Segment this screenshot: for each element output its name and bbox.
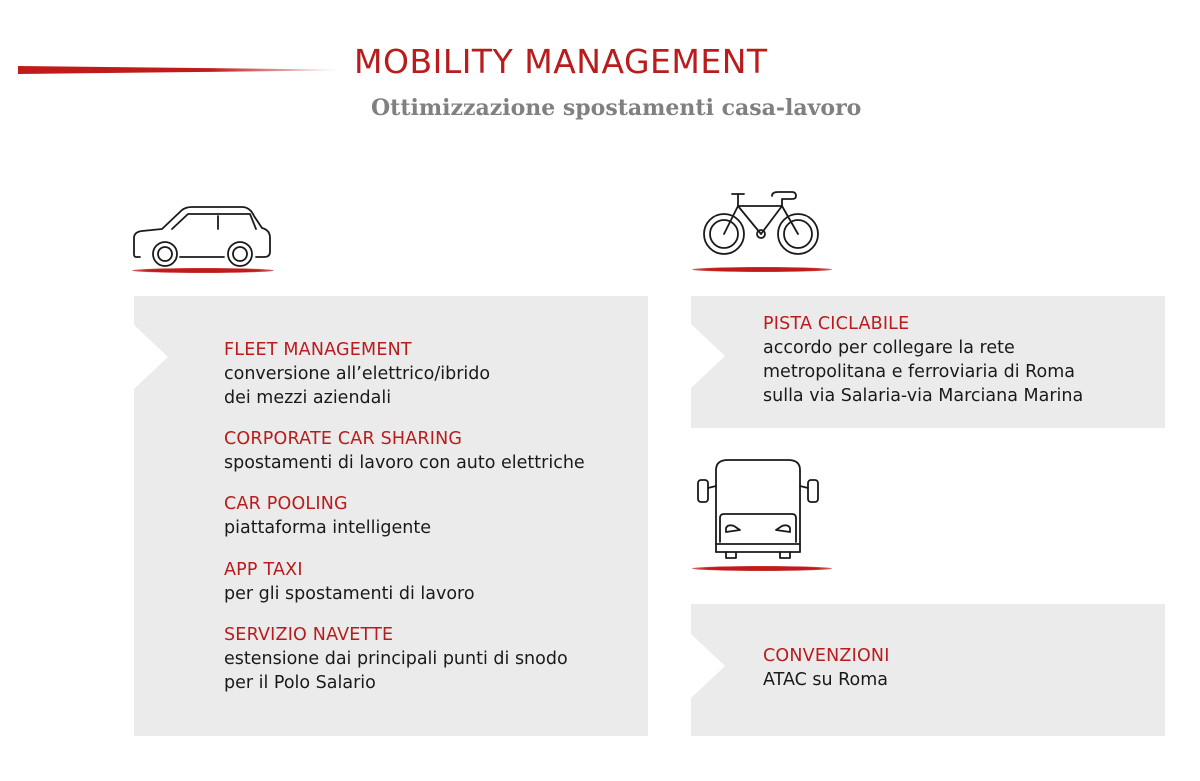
- item-desc: sulla via Salaria-via Marciana Marina: [763, 386, 1084, 406]
- panel-notch: [691, 324, 725, 388]
- item-title: CAR POOLING: [224, 494, 348, 514]
- item-desc: spostamenti di lavoro con auto elettriche: [224, 453, 585, 473]
- bus-icon-underline: [692, 566, 832, 571]
- list-item-convenzioni: [763, 644, 890, 692]
- item-desc: dei mezzi aziendali: [224, 388, 392, 408]
- bus-icon: [696, 458, 820, 562]
- bike-path-panel: [691, 296, 1165, 428]
- item-title: PISTA CICLABILE: [763, 314, 910, 334]
- bicycle-icon: [700, 188, 822, 256]
- item-title: CORPORATE CAR SHARING: [224, 429, 463, 449]
- panel-notch: [691, 634, 725, 698]
- convenzioni-panel: [691, 604, 1165, 736]
- item-desc: estensione dai principali punti di snodo: [224, 649, 568, 669]
- car-icon-underline: [132, 268, 274, 273]
- item-title: SERVIZIO NAVETTE: [224, 625, 394, 645]
- item-desc: per gli spostamenti di lavoro: [224, 584, 475, 604]
- list-item-corporate-car-sharing: [224, 427, 585, 475]
- list-item-app-taxi: [224, 558, 475, 606]
- page-subtitle: Ottimizzazione spostamenti casa-lavoro: [371, 95, 862, 121]
- item-title: APP TAXI: [224, 560, 303, 580]
- car-icon: [132, 202, 274, 270]
- header-accent-bar: [18, 66, 340, 74]
- list-item-servizio-navette: [224, 623, 568, 695]
- panel-notch: [134, 325, 168, 389]
- item-desc: accordo per collegare la rete: [763, 338, 1015, 358]
- left-services-panel: [134, 296, 648, 736]
- item-title: FLEET MANAGEMENT: [224, 340, 412, 360]
- item-desc: ATAC su Roma: [763, 670, 889, 690]
- item-desc: piattaforma intelligente: [224, 518, 431, 538]
- list-item-fleet-management: [224, 338, 490, 410]
- item-desc: metropolitana e ferroviaria di Roma: [763, 362, 1076, 382]
- item-desc: per il Polo Salario: [224, 673, 376, 693]
- list-item-car-pooling: [224, 492, 431, 540]
- list-item-pista-ciclabile: [763, 312, 1083, 408]
- item-title: CONVENZIONI: [763, 646, 890, 666]
- page-title: MOBILITY MANAGEMENT: [354, 42, 768, 81]
- item-desc: conversione all’elettrico/ibrido: [224, 364, 491, 384]
- bicycle-icon-underline: [692, 267, 832, 272]
